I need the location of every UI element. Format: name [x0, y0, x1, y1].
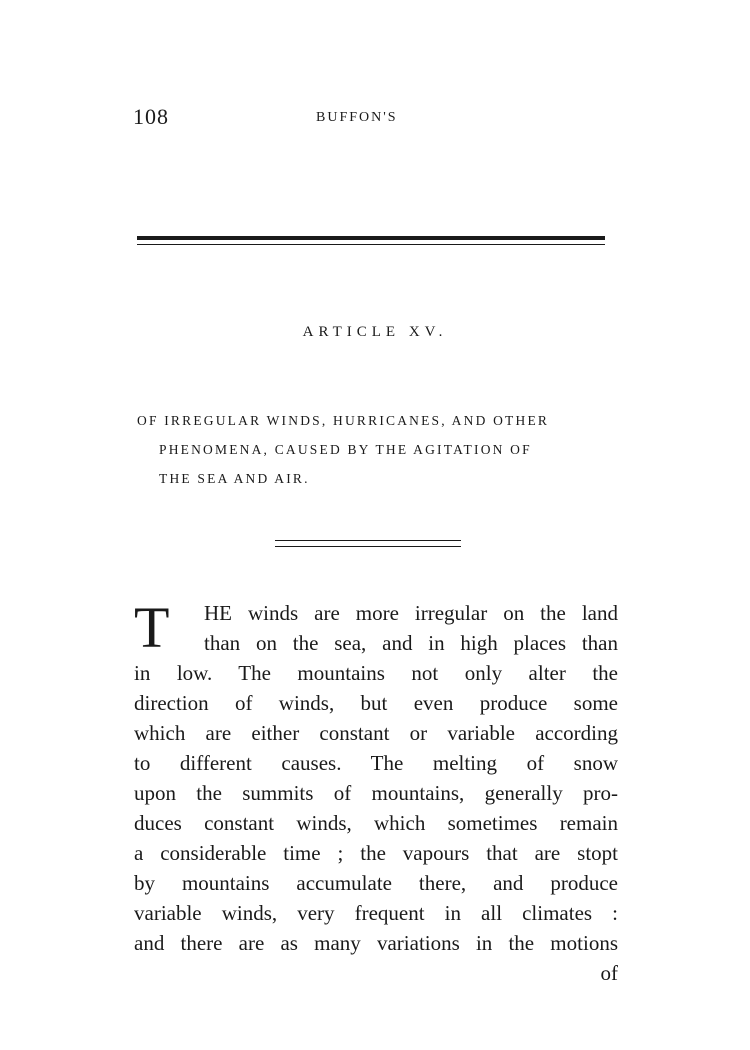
section-rule-upper [275, 540, 461, 541]
subtitle-line: THE SEA AND AIR. [159, 471, 310, 486]
body-line: to different causes. The melting of snow [134, 751, 618, 775]
section-rule-lower [275, 546, 461, 547]
body-line: which are either constant or variable according [134, 721, 618, 745]
body-line: upon the summits of mountains, generally pro- [134, 781, 618, 805]
body-line: and there are as many variations in the motions [134, 931, 618, 955]
body-line: a considerable time ; the vapours that are stopt [134, 841, 618, 865]
body-line: HE winds are more irregular on the land [204, 601, 618, 625]
subtitle-line: PHENOMENA, CAUSED BY THE AGITATION OF [159, 442, 532, 457]
body-line: by mountains accumulate there, and produce [134, 871, 618, 895]
body-line: duces constant winds, which sometimes remain [134, 811, 618, 835]
body-line: variable winds, very frequent in all climates : [134, 901, 618, 925]
article-subtitle [137, 406, 617, 493]
article-heading: ARTICLE XV. [302, 324, 448, 340]
running-head [0, 104, 750, 134]
header-rule-thick [137, 236, 605, 240]
subtitle-line: OF IRREGULAR WINDS, HURRICANES, AND OTHER [137, 413, 550, 428]
running-title: BUFFON'S [316, 110, 398, 125]
drop-cap: T [134, 595, 170, 660]
body-line: than on the sea, and in high places than [204, 631, 618, 655]
header-rule-thin [137, 244, 605, 245]
page-number: 108 [133, 104, 169, 129]
body-line: in low. The mountains not only alter the [134, 661, 618, 685]
body-line: direction of winds, but even produce some [134, 691, 618, 715]
catchword: of [600, 961, 618, 985]
